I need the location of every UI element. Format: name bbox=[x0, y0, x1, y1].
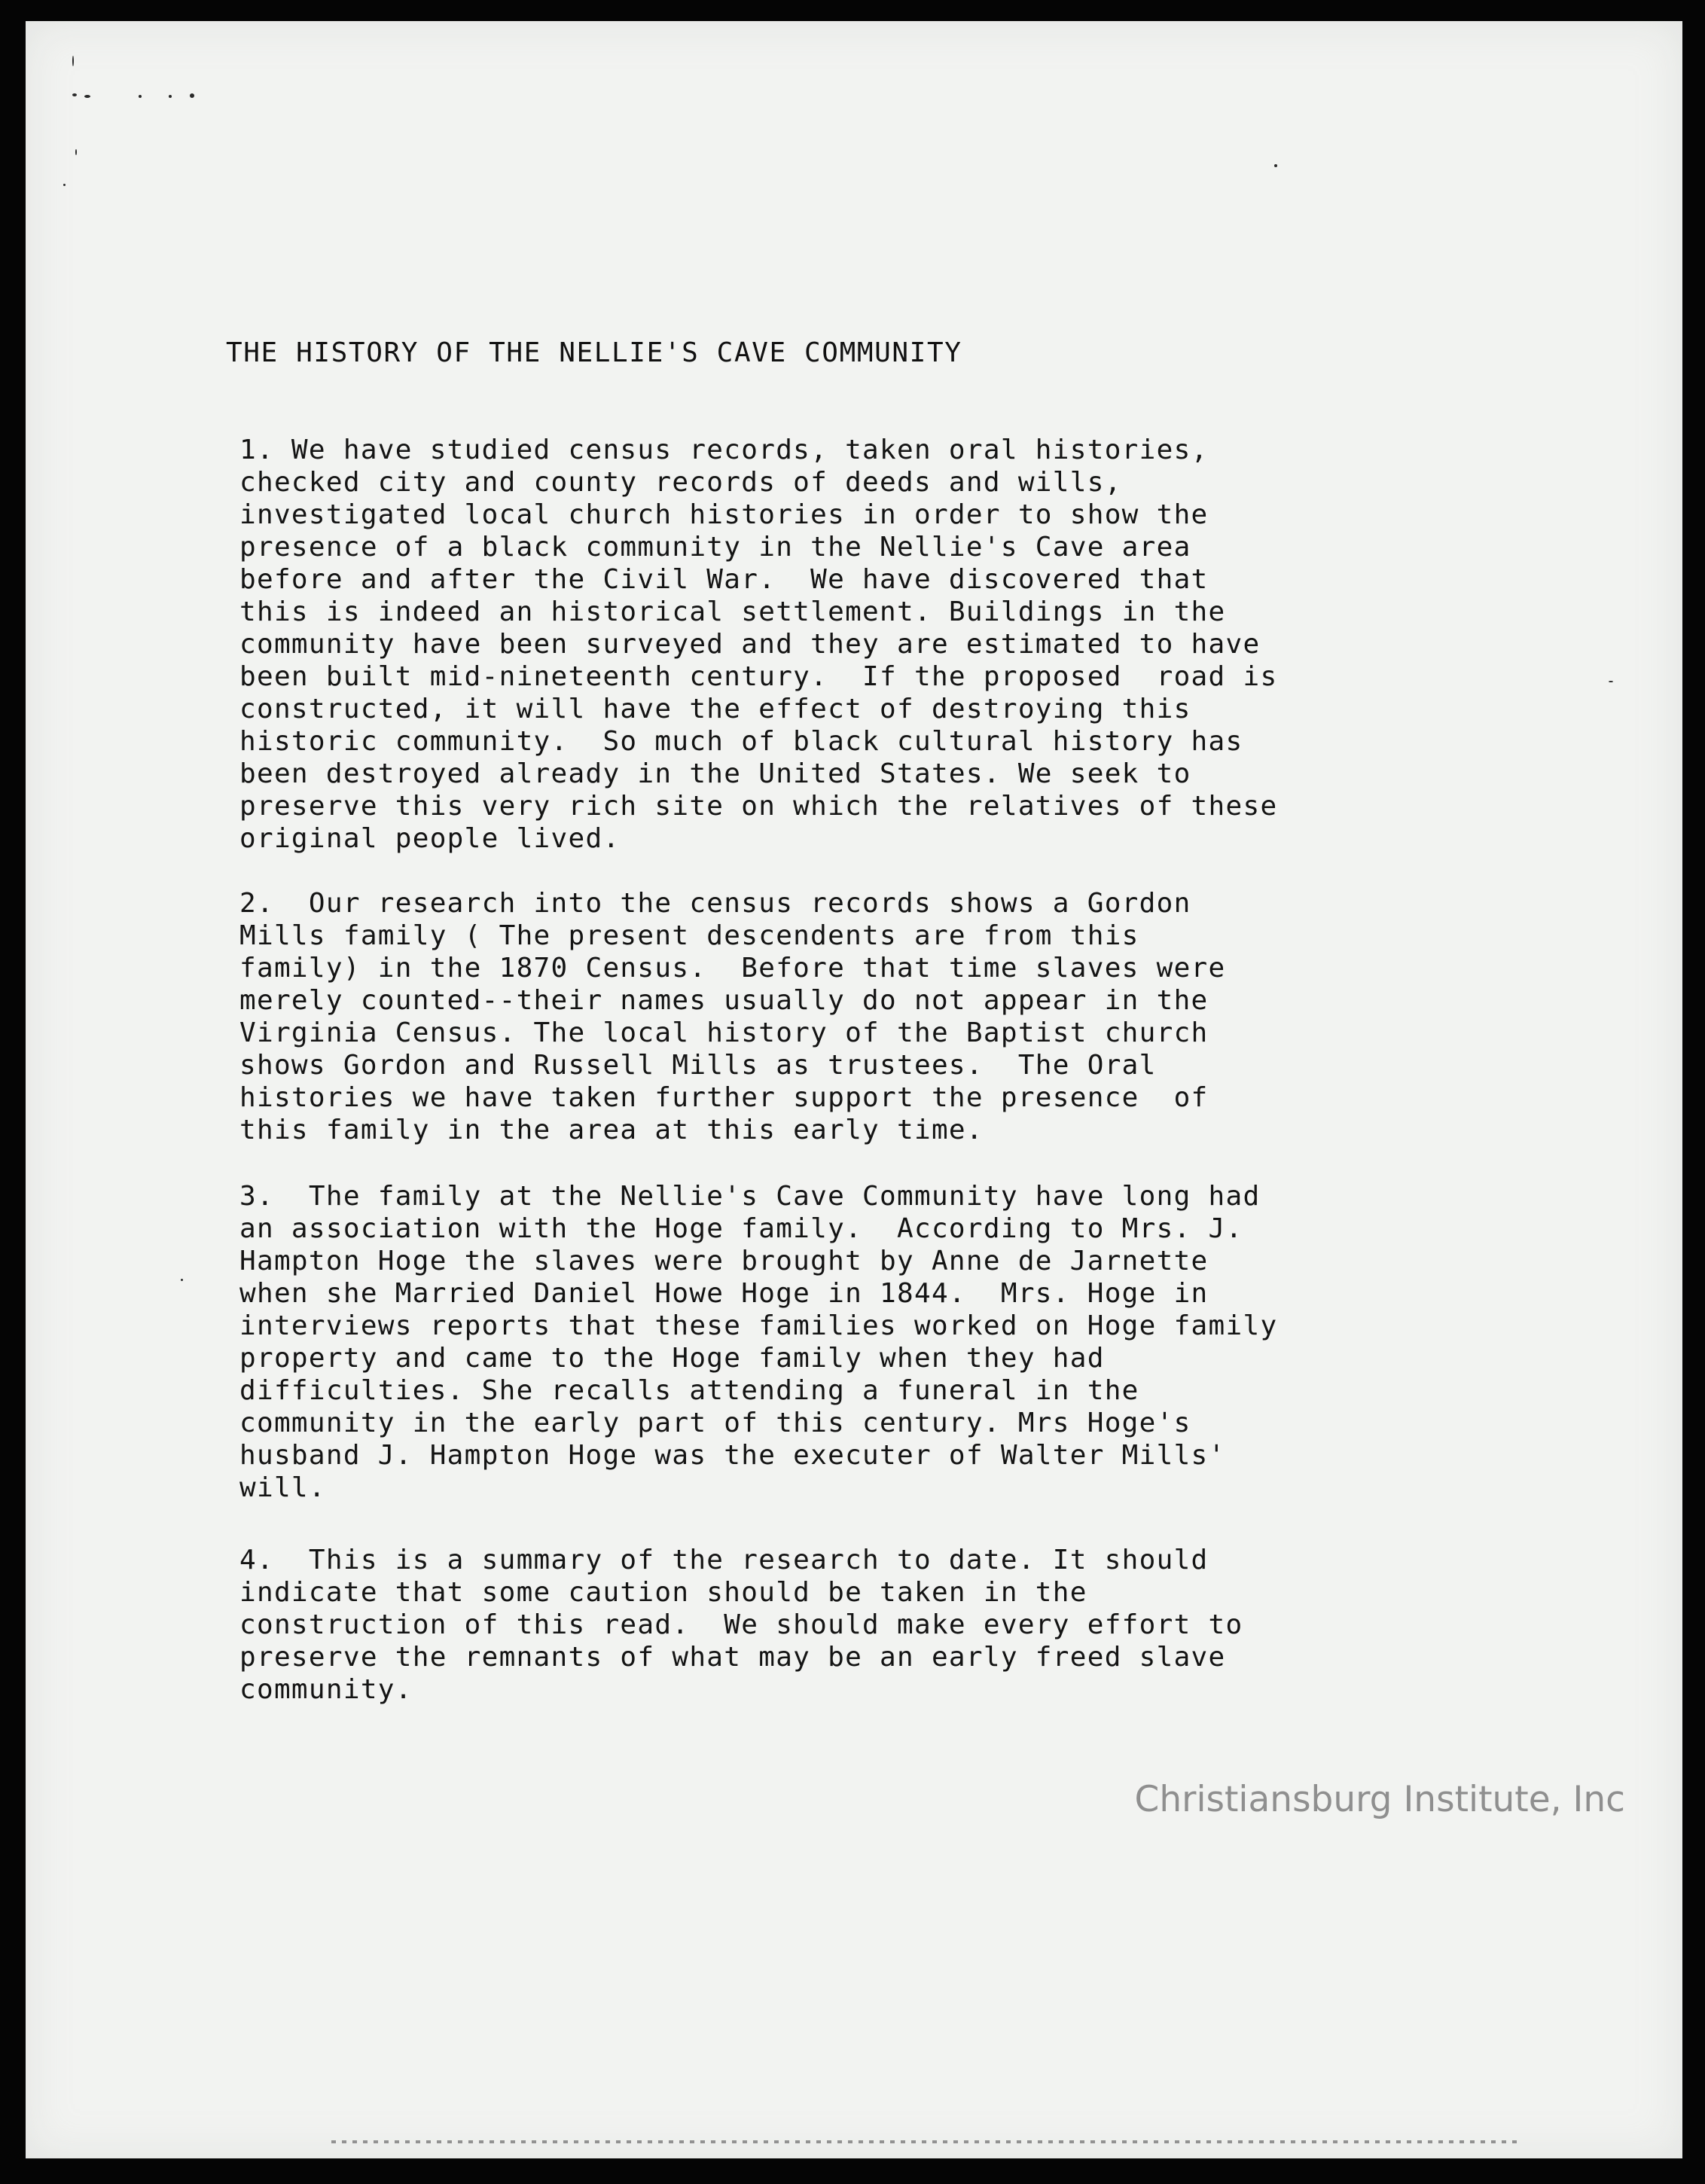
bottom-edge-marks bbox=[331, 2140, 1521, 2143]
ink-speck bbox=[84, 95, 90, 98]
paragraph-2: 2. Our research into the census records shows a Gordon Mills family ( The present descendents are from this family) in the 1870 Census. Before that time slaves were merely counted--their names usually do not appear in the Virginia Census. The local history of the Baptist church shows Gordon and Russell Mills as trustees. The Oral histories we have taken further support the presence of this family in the area at this early time. bbox=[239, 888, 1226, 1145]
ink-speck bbox=[169, 95, 172, 98]
paragraph-4: 4. This is a summary of the research to date. It should indicate that some caution should be taken in the construction of this read. We should make every effort to preserve the remnants of what may be an early freed slave community. bbox=[239, 1545, 1243, 1705]
ink-speck bbox=[139, 95, 142, 98]
ink-speck bbox=[75, 149, 77, 155]
paragraph-3: 3. The family at the Nellie's Cave Community have long had an association with the Hoge family. According to Mrs. J. Hampton Hoge the slaves were brought by Anne de Jarnette when she Married Daniel Howe Hoge in 1844. Mrs. Hoge in interviews reports that these families worked on Hoge family property and came to the Hoge family when they had difficulties. She recalls attending a funeral in the community in the early part of this century. Mrs Hoge's husband J. Hampton Hoge was the executer of Walter Mills' will. bbox=[239, 1181, 1278, 1503]
paragraph-1: 1. We have studied census records, taken oral histories, checked city and county records of deeds and wills, investigated local church histories in order to show the presence of a black community in the Nellie's Cave area before and after the Civil War. We have discovered that this is indeed an historical settlement. Buildings in the community have been surveyed and they are estimated to have been built mid-nineteenth century. If the proposed road is constructed, it will have the effect of destroying this historic community. So much of black cultural history has been destroyed already in the United States. We seek to preserve this very rich site on which the relatives of these original people lived. bbox=[239, 435, 1278, 854]
ink-speck bbox=[181, 1279, 183, 1281]
ink-speck bbox=[1609, 681, 1613, 682]
ink-speck bbox=[63, 184, 66, 186]
ink-speck bbox=[72, 93, 77, 96]
ink-speck bbox=[190, 93, 194, 98]
document-title: THE HISTORY OF THE NELLIE'S CAVE COMMUNITY bbox=[226, 337, 962, 368]
ink-speck bbox=[72, 56, 74, 66]
watermark: Christiansburg Institute, Inc bbox=[1134, 1779, 1625, 1820]
ink-speck bbox=[1274, 164, 1277, 167]
